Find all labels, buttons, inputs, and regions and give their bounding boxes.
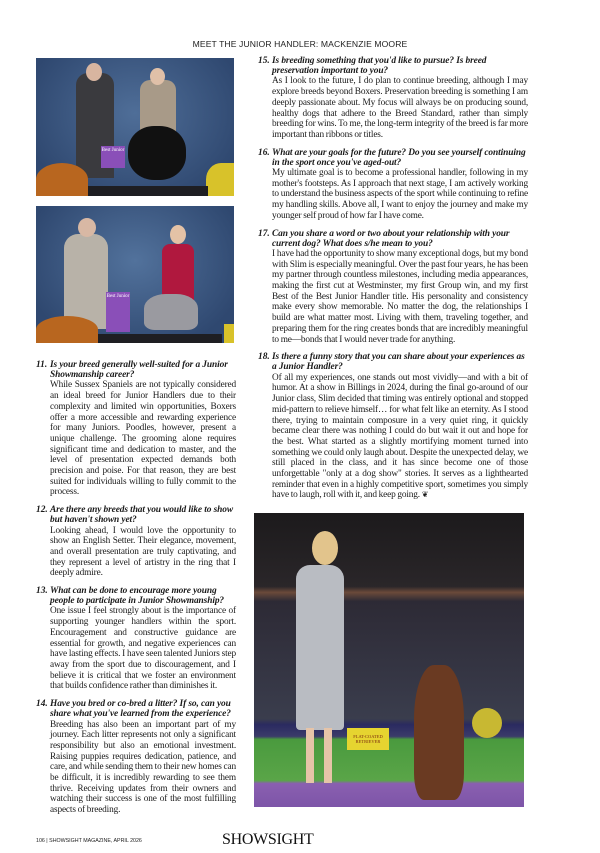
question: Is there a funny story that you can share about your experiences as a Junior Handler? — [272, 352, 525, 373]
end-mark-icon: ❦ — [421, 490, 429, 500]
question: Can you share a word or two about your relationship with your current dog? What does s/he mean to you? — [272, 228, 510, 249]
question: Are there any breeds that you would like to show but haven't shown yet? — [50, 505, 233, 526]
question-number: 14. — [36, 699, 48, 710]
question: What are your goals for the future? Do you see yourself continuing in the sport once you've aged-out? — [272, 147, 526, 168]
question-number: 12. — [36, 505, 48, 516]
best-junior-sign: Best Junior — [106, 292, 130, 332]
answer: As I look to the future, I do plan to continue breeding, although I may explore breeds beyond Boxers. Preservation breeding is something I am deeply passionate about. My focus will always be on producing sound, healthy dogs that adhere to the Breed Standard, rather than simply breeding for wins. To me, the long-term integrity of the breed is far more important than ribbons or titles. — [272, 76, 528, 140]
question-number: 15. — [258, 56, 270, 66]
showsight-logo: SHOWSIGHT — [222, 830, 314, 848]
question-number: 11. — [36, 360, 48, 370]
breed-sign: FLAT-COATED RETRIEVER — [347, 728, 389, 750]
question-number: 18. — [258, 352, 270, 363]
question-number: 16. — [258, 147, 270, 158]
answer: I have had the opportunity to show many exceptional dogs, but my bond with Slim is especially meaningful. Over the past four years, he has been my partner through countless milestones, including media appearances, making the first cut at Westminster, my first Group win, and my first Best of the Best Junior Handler title. His personality and consistency make every show memorable. No matter the dog, the relationships I build are what matter most. Living with them, traveling together, and preparing them for the ring creates bonds that are incredibly meaningful to me—bonds that I would never trade for anything. — [272, 248, 528, 345]
answer: One issue I feel strongly about is the importance of supporting younger handlers within the sport. Encouragement and constructive guidance are essential for growth, and negative experiences can have lasting effects. I have seen talented Juniors step away from the sport due to discouragement, and I believe it is critical that we foster an environment that builds confidence rather than diminishes it. — [50, 606, 236, 692]
qa-item — [36, 505, 236, 579]
answer: Looking ahead, I would love the opportunity to show an English Setter. Their elegance, movement, and overall presentation are truly captivating, and they represent a level of artistry in the ring that I deeply admire. — [50, 525, 236, 579]
best-junior-sign: Best Junior — [101, 146, 125, 168]
page-header: MEET THE JUNIOR HANDLER: MACKENZIE MOORE — [192, 39, 408, 49]
qa-item — [36, 699, 236, 816]
photo-judge-poodle — [36, 58, 234, 196]
photo-judge-crested — [36, 206, 234, 343]
photo-westminster-sussex-spaniel — [254, 513, 524, 807]
qa-item — [258, 56, 528, 141]
qa-item — [36, 586, 236, 692]
qa-item — [258, 229, 528, 346]
question-number: 17. — [258, 228, 270, 239]
answer: Breeding has also been an important part of my journey. Each litter represents not only a significant responsibility but also an emotional investment. Raising puppies requires dedication, patience, and care, and while sending them to their new homes can be difficult, it is incredibly rewarding to see them thrive. Receiving updates from their owners and watching their success is one of the most fulfilling aspects of breeding. — [50, 719, 236, 816]
page-footer — [36, 831, 566, 853]
answer: My ultimate goal is to become a professional handler, following in my mother's footsteps. As I approach that next stage, I am actively working to understand the business aspects of the sport while continuing to refine my handling skills. Above all, I want to enjoy the journey and make my younger self proud of how far I have come. — [272, 168, 528, 221]
answer — [272, 373, 528, 501]
question: What can be done to encourage more young people to participate in Junior Showmanship? — [50, 586, 225, 607]
qa-item — [36, 360, 236, 498]
page-body — [36, 56, 600, 823]
left-column — [36, 56, 236, 823]
footer-page-info: 106 | SHOWSIGHT MAGAZINE, APRIL 2026 — [36, 837, 142, 844]
question-number: 13. — [36, 586, 48, 597]
answer: While Sussex Spaniels are not typically considered an ideal breed for Junior Handlers due to their complexity and limited win opportunities, Boxers offer a more accessible and rewarding experience for many Juniors. Poodles, however, present a unique challenge. The grooming alone requires significant time and dedication to master, and the level of presentation expected demands both precision and poise. For that reason, they are best suited for individuals willing to fully commit to the process. — [50, 380, 236, 498]
qa-item — [258, 352, 528, 501]
question: Is breeding something that you'd like to pursue? Is breed preservation important to you? — [272, 56, 487, 77]
right-column — [258, 56, 528, 823]
qa-item — [258, 148, 528, 222]
question: Is your breed generally well-suited for a Junior Showmanship career? — [50, 360, 228, 381]
answer-text: Of all my experiences, one stands out most vividly—and with a bit of humor. At a show in Billings in 2024, during the final go-around of our Junior class, Slim decided that timing was entirely optional and stopped mid-pattern to relieve himself… for what felt like an eternity. As I stood there, trying to maintain composure in a very quiet ring, it quickly became clear there was nothing I could do but wait it out and hope for the best. What started as a slightly mortifying moment turned into something we could only laugh about. Despite the unexpected delay, we still placed in the class, and it has since become one of those unforgettable "only at a dog show" stories. It serves as a lighthearted reminder that even in a highly competitive sport, sometimes you simply have to laugh, roll with it, and keep going. — [272, 372, 528, 501]
question: Have you bred or co-bred a litter? If so, can you share what you've learned from the experience? — [50, 699, 231, 720]
